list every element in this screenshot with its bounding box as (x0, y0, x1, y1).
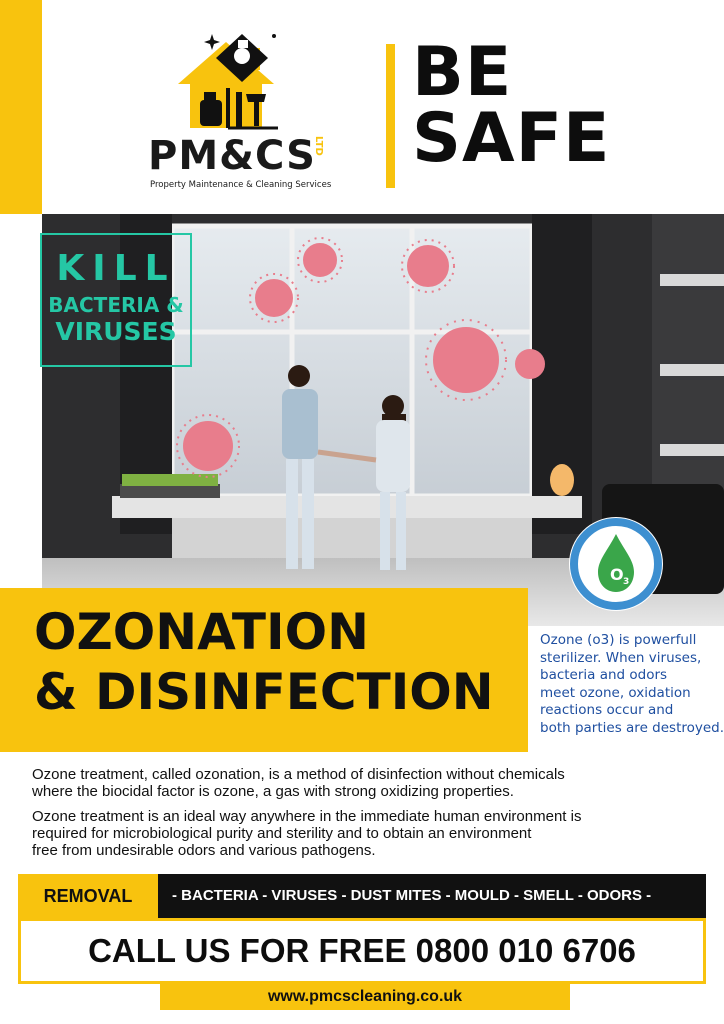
ozone-drop-icon (566, 514, 666, 614)
headline-line-1: OZONATION (34, 603, 369, 661)
left-accent-bar (0, 0, 42, 214)
ozone-note-line: bacteria and odors (540, 667, 668, 683)
header-divider (386, 44, 395, 188)
paragraph-line: free from undesirable odors and various pathogens. (32, 842, 376, 859)
ozone-note (540, 632, 722, 737)
company-logo (148, 28, 336, 196)
house-tools-icon (168, 28, 304, 132)
kill-bacteria-box (40, 233, 192, 367)
paragraph-line: Ozone treatment is an ideal way anywhere in the immediate human environment is (32, 808, 582, 825)
brand-name: PM&CS (148, 133, 316, 179)
kill-line-2: BACTERIA & (48, 293, 184, 317)
be-safe-title (412, 33, 712, 178)
kill-line-3: VIRUSES (55, 317, 177, 346)
headline (34, 602, 494, 722)
paragraph-line: Ozone treatment, called ozonation, is a method of disinfection without chemicals (32, 766, 565, 783)
be-safe-line-2: SAFE (412, 99, 611, 178)
ozone-note-line: Ozone (o3) is powerfull (540, 632, 697, 648)
ozone-subscript: 3 (623, 577, 630, 587)
ozone-note-line: both parties are destroyed. (540, 719, 724, 736)
body-paragraph-2 (32, 808, 702, 859)
brand-tagline: Property Maintenance & Cleaning Services (150, 180, 332, 190)
paragraph-line: required for microbiological purity and sterility and to obtain an environment (32, 825, 532, 842)
brand-suffix: LTD (313, 136, 324, 156)
ozone-note-line: reactions occur and (540, 702, 674, 718)
paragraph-line: where the biocidal factor is ozone, a gas with strong oxidizing properties. (32, 783, 514, 800)
removal-items: - BACTERIA - VIRUSES - DUST MITES - MOULD - SMELL - ODORS - (172, 887, 652, 904)
headline-line-2: & DISINFECTION (34, 663, 494, 721)
ozone-note-line: sterilizer. When viruses, (540, 649, 702, 666)
ozone-symbol: O (610, 565, 624, 584)
ozone-note-line: meet ozone, oxidation (540, 684, 691, 701)
body-paragraph-1 (32, 766, 702, 800)
website-link[interactable]: www.pmcscleaning.co.uk (160, 984, 570, 1010)
removal-label: REMOVAL (18, 874, 158, 918)
kill-title: KILL (56, 248, 176, 289)
be-safe-line-1: BE (412, 33, 513, 112)
call-us-phone[interactable]: CALL US FOR FREE 0800 010 6706 (18, 918, 706, 984)
